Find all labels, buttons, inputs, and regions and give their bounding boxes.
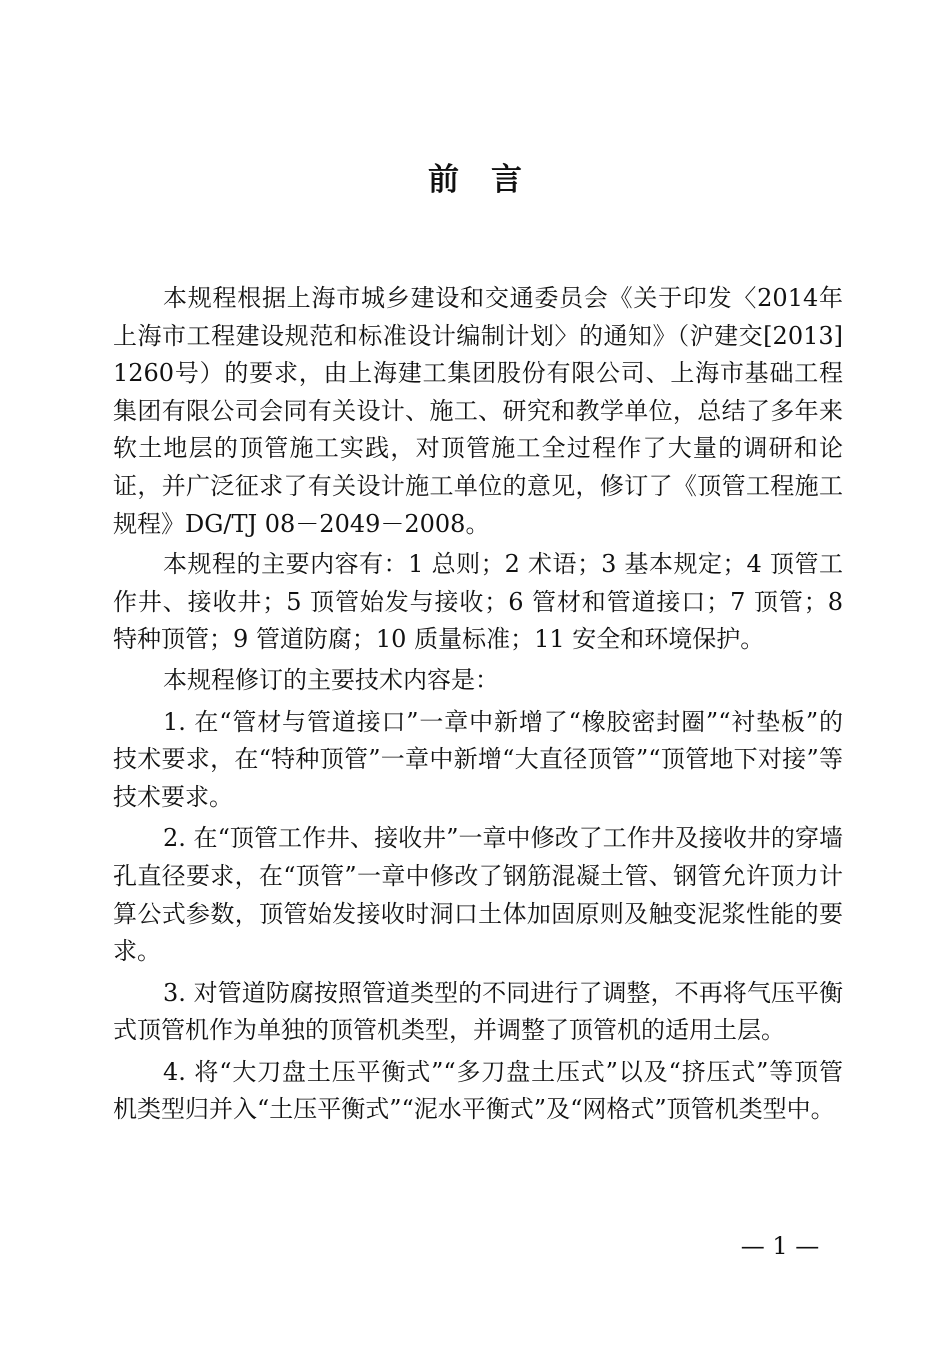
paragraph-basis: 本规程根据上海市城乡建设和交通委员会《关于印发〈2014年上海市工程建设规范和标准设计编制计划〉的通知》（沪建交[2013]1260号）的要求，由上海建工集团股份有限公司、上海市基础工程集团有限公司会同有关设计、施工、研究和教学单位，总结了多年来软土地层的顶管施工实践，对顶管施工全过程作了大量的调研和论证，并广泛征求了有关设计施工单位的意见，修订了《顶管工程施工规程》DG/TJ 08－2049－2008。: [113, 284, 843, 538]
paragraph-revision-item-2: 2. 在“顶管工作井、接收井”一章中修改了工作井及接收井的穿墙孔直径要求，在“顶管”一章中修改了钢筋混凝土管、钢管允许顶力计算公式参数，顶管始发接收时洞口土体加固原则及触变泥浆性能的要求。: [113, 824, 843, 966]
paragraph-revision-intro: 本规程修订的主要技术内容是：: [163, 665, 499, 694]
page-number: — 1 —: [740, 1232, 820, 1260]
paragraph-revision-item-4: 4. 将“大刀盘土压平衡式”“多刀盘土压式”以及“挤压式”等顶管机类型归并入“土压平衡式”“泥水平衡式”及“网格式”顶管机类型中。: [113, 1057, 843, 1124]
paragraph-revision-item-3: 3. 对管道防腐按照管道类型的不同进行了调整，不再将气压平衡式顶管机作为单独的顶管机类型，并调整了顶管机的适用土层。: [113, 978, 843, 1045]
paragraph-revision-item-1: 1. 在“管材与管道接口”一章中新增了“橡胶密封圈”“衬垫板”的技术要求，在“特种顶管”一章中新增“大直径顶管”“顶管地下对接”等技术要求。: [113, 707, 843, 811]
body-text: [113, 280, 843, 1129]
page-title: 前言: [428, 162, 554, 198]
paragraph-main-contents: 本规程的主要内容有：1 总则；2 术语；3 基本规定；4 顶管工作井、接收井；5 顶管始发与接收；6 管材和管道接口；7 顶管；8 特种顶管；9 管道防腐；10 质量标准；11 安全和环境保护。: [113, 550, 843, 654]
